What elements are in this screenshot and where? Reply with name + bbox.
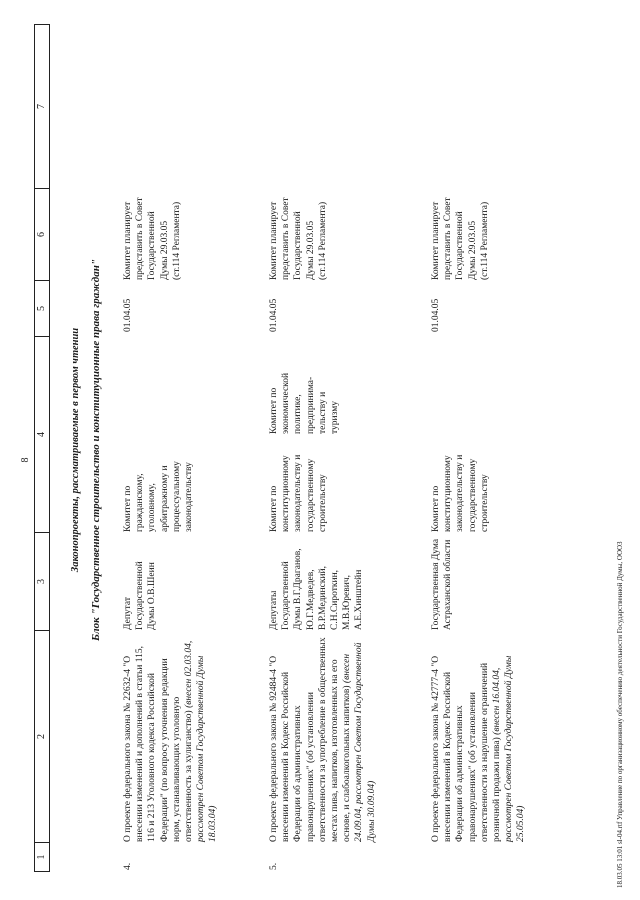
date: 01.04.05 [431, 298, 441, 332]
page-footer: 18.03.05 13:01 sl-04.rtf Управление по организационному обеспечению деятельности Государственной Думы, ОООЗ [616, 541, 624, 888]
status-note: Комитет планирует представить в Совет Государственной Думы 29.03.05 (ст.114 Регламента) [431, 197, 490, 280]
header-col-2: 2 [35, 631, 49, 843]
status-note: Комитет планирует представить в Совет Государственной Думы 29.03.05 (ст.114 Регламента) [269, 197, 328, 280]
bill-description [430, 636, 528, 842]
header-col-4: 4 [35, 337, 49, 533]
date: 01.04.05 [123, 298, 133, 332]
header-col-3: 3 [35, 533, 49, 631]
date: 01.04.05 [269, 298, 279, 332]
block-title: Блок "Государственное строительство и конституционные права граждан" [90, 259, 102, 641]
table-header-row [34, 24, 50, 872]
page-number: 8 [20, 457, 31, 463]
header-col-5: 5 [35, 281, 49, 337]
bill-text: О проекте федерального закона № 42777-4 "О внесении изменений в Кодекс Российской Федерации об административных правонарушениях" (об установлении ответственности за нарушение ограничений розничной продажи пива) [431, 655, 503, 842]
row-number: 4. [123, 862, 133, 870]
bill-text: О проекте федерального закона № 22632-4 "О внесении изменений и дополнений в статьи 115, 116 и 213 Уголовного кодекса Российской Федерации" (по вопросу уточнения редакции норм, устанавливающих уголовную ответственность за хулиганство) [123, 645, 195, 842]
bill-description [268, 636, 378, 842]
bill-note: (внесен 24.09.04, рассмотрен Советом Государственной Думы 30.09.04) [342, 642, 377, 842]
bill-author: Депутаты Государственной Думы В.Г.Драганов, Ю.Г.Медведев, В.Р.Мединский, С.Н.Сироткин, М.В.Юревич, А.Е.Хинштейн [269, 548, 365, 630]
bill-note: (внесен 02.03.04, рассмотрен Советом Государственной Думы 18.03.04) [184, 640, 219, 842]
responsible-committee: Комитет по конституционному законодательству и государственному строительству [269, 454, 328, 532]
bill-note: (внесен 16.04.04, рассмотрен Советом Государственной Думы 25.05.04) [492, 655, 527, 842]
header-col-6: 6 [35, 189, 49, 281]
section-title: Законопроекты, рассматриваемые в первом чтении [70, 327, 81, 573]
bill-description [122, 636, 220, 842]
bill-author: Государственная Дума Астраханской области [431, 538, 454, 630]
responsible-committee: Комитет по конституционному законодательству и государственному строительству [431, 454, 490, 532]
header-col-7: 7 [35, 25, 49, 189]
co-committee: Комитет по экономической политике, предпринима-тельству и туризму [269, 372, 341, 434]
bill-author: Депутат Государственной Думы О.В.Шеин [123, 561, 158, 630]
status-note: Комитет планирует представить в Совет Государственной Думы 29.03.05 (ст.114 Регламента) [123, 197, 182, 280]
bill-text: О проекте федерального закона № 92484-4 "О внесении изменений в Кодекс Российской Федерации об административных правонарушениях" (об установлении ответственности за употребление в общественных местах пива, напитков, изготовленных на его основе, и слабоалкогольных напитков) [269, 637, 353, 842]
header-col-1: 1 [36, 854, 47, 860]
responsible-committee: Комитет по гражданскому, уголовному, арбитражному и процессуальному законодательству [123, 461, 195, 532]
row-number: 5. [269, 862, 279, 870]
